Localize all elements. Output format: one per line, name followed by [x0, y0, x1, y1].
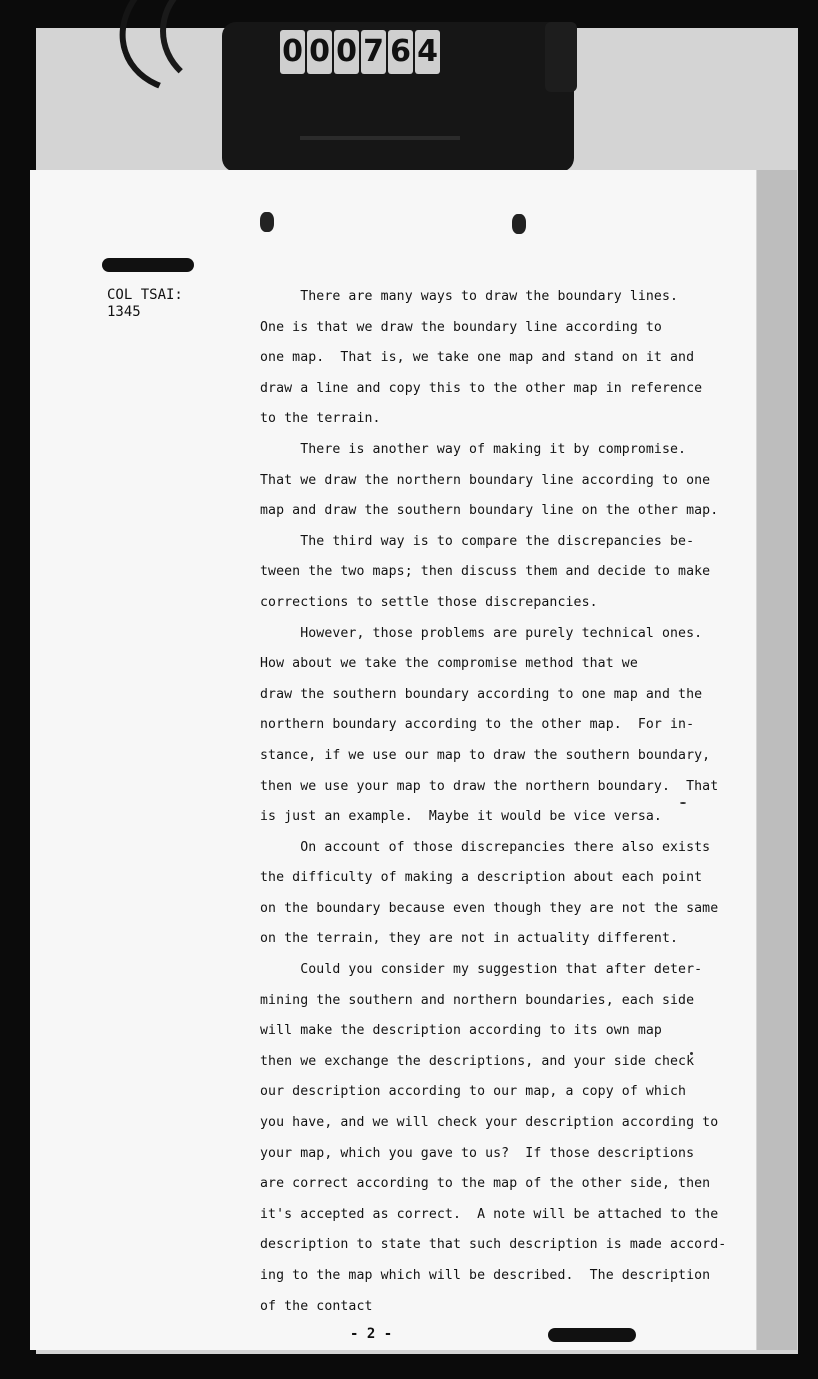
text-line: of the contact [260, 1298, 373, 1314]
punch-hole [512, 214, 526, 234]
text-line: Could you consider my suggestion that after deter- [260, 962, 703, 978]
text-line: One is that we draw the boundary line according to [260, 319, 662, 335]
text-line: on the boundary because even though they are not the same [260, 900, 719, 916]
text-line: On account of those discrepancies there also exists [260, 839, 711, 855]
text-line: our description according to our map, a copy of which [260, 1084, 687, 1100]
text-line: corrections to settle those discrepancies. [260, 594, 598, 610]
text-line: it's accepted as correct. A note will be attached to the [260, 1206, 719, 1222]
text-line: the difficulty of making a description about each point [260, 870, 703, 886]
counter-window [280, 30, 440, 74]
counter-knob [545, 22, 577, 92]
text-line: then we exchange the descriptions, and your side check [260, 1053, 695, 1069]
text-line: to the terrain. [260, 411, 381, 427]
counter-digit: 0 [307, 30, 332, 74]
counter-digit: 0 [334, 30, 359, 74]
redaction-mark [102, 258, 194, 272]
text-line: is just an example. Maybe it would be vice versa. [260, 809, 662, 825]
text-line: tween the two maps; then discuss them and decide to make [260, 564, 711, 580]
document-reference: COL TSAI: 1345 [107, 287, 183, 320]
document-body [260, 282, 730, 1322]
redaction-mark [548, 1328, 636, 1342]
document-page [30, 170, 756, 1350]
punch-hole [260, 212, 274, 232]
backing-board-edge [757, 170, 797, 1350]
text-line: There is another way of making it by compromise. [260, 441, 687, 457]
text-line: then we use your map to draw the northern boundary. That [260, 778, 719, 794]
counter-digit: 7 [361, 30, 386, 74]
text-line: one map. That is, we take one map and stand on it and [260, 350, 695, 366]
text-line: are correct according to the map of the other side, then [260, 1176, 711, 1192]
text-line: mining the southern and northern boundaries, each side [260, 992, 695, 1008]
text-line: The third way is to compare the discrepancies be- [260, 533, 695, 549]
text-line: draw the southern boundary according to one map and the [260, 686, 703, 702]
text-line: How about we take the compromise method that we [260, 656, 638, 672]
text-line: on the terrain, they are not in actuality different. [260, 931, 679, 947]
counter-digit: 4 [415, 30, 440, 74]
text-line: draw a line and copy this to the other map in reference [260, 380, 703, 396]
text-line: ing to the map which will be described. The description [260, 1268, 711, 1283]
text-line: However, those problems are purely technical ones. [260, 625, 703, 641]
text-line: There are many ways to draw the boundary lines. [260, 289, 679, 304]
counter-digit: 6 [388, 30, 413, 74]
text-line: your map, which you gave to us? If those descriptions [260, 1145, 695, 1161]
text-line: map and draw the southern boundary line on the other map. [260, 503, 719, 519]
page-number: - 2 - [350, 1326, 393, 1342]
text-line: That we draw the northern boundary line according to one [260, 472, 711, 488]
text-line: stance, if we use our map to draw the southern boundary, [260, 747, 711, 763]
text-line: will make the description according to its own map [260, 1023, 662, 1039]
text-line: you have, and we will check your description according to [260, 1115, 719, 1131]
counter-ridge [300, 136, 460, 140]
counter-digit: 0 [280, 30, 305, 74]
text-line: description to state that such description is made accord- [260, 1237, 727, 1253]
text-line: northern boundary according to the other map. For in- [260, 717, 695, 733]
